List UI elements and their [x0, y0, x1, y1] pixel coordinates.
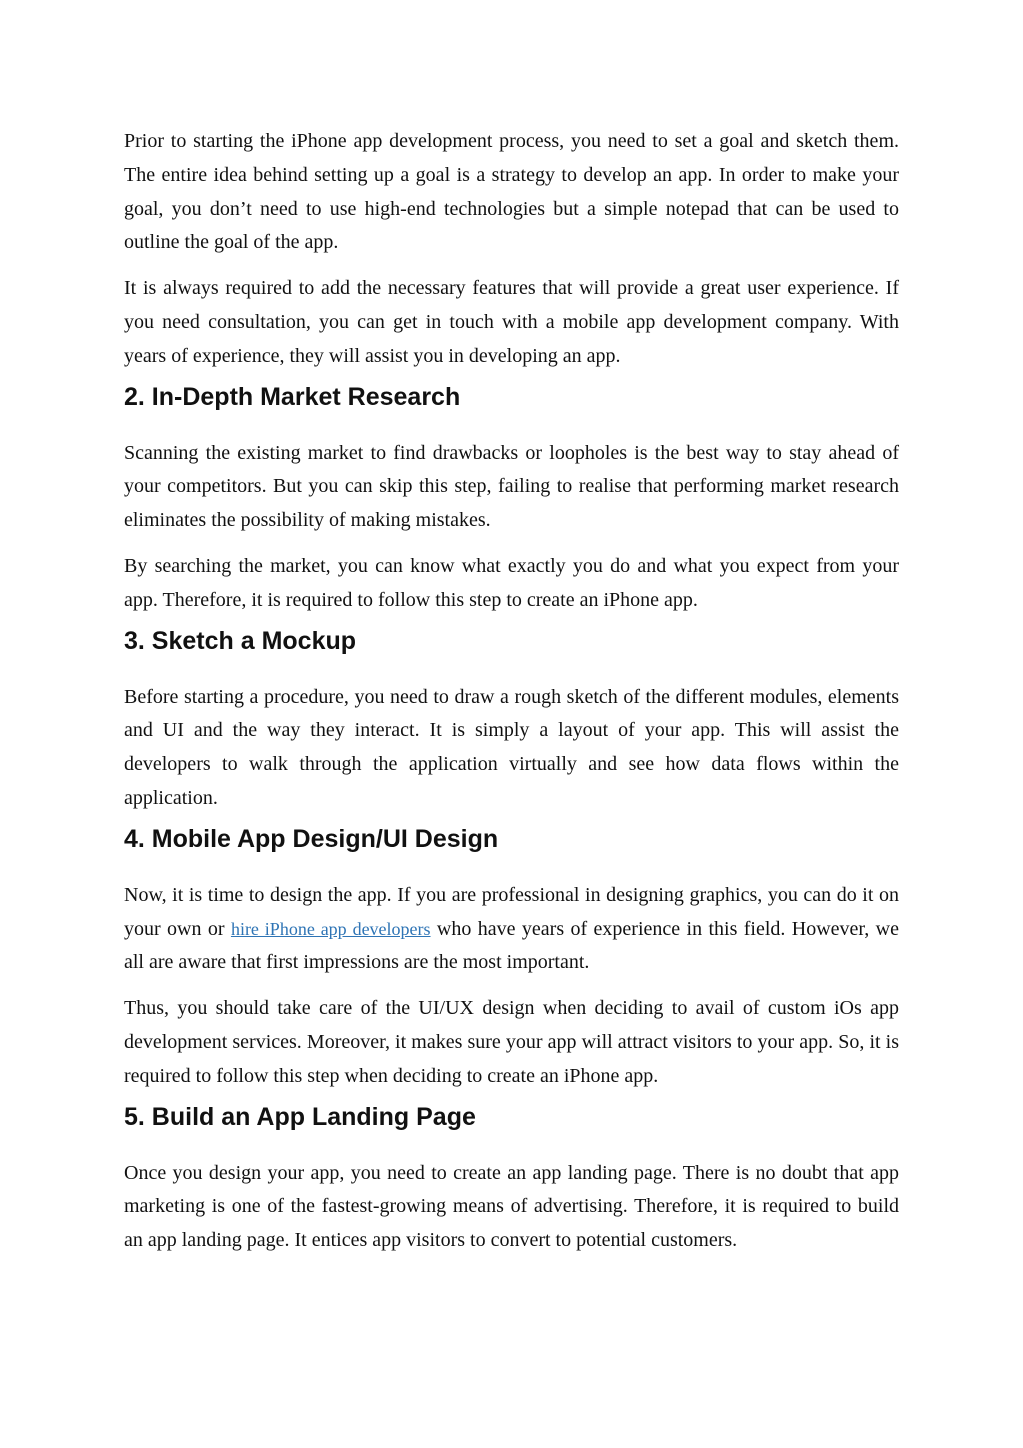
section-4-text-before-link: Now, it is time to design the app. If you are professional in designing graphics, you can do it on your own or — [124, 883, 899, 940]
section-4-paragraph-1 — [124, 879, 899, 980]
section-4-paragraph-2: Thus, you should take care of the UI/UX design when deciding to avail of custom iOs app development services. Moreover, it makes sure your app will attract visitors to your app. So, it is required to follow this step when deciding to create an iPhone app. — [124, 997, 899, 1087]
intro-paragraph-2: It is always required to add the necessary features that will provide a great user experience. If you need consultation, you can get in touch with a mobile app development company. With years of experience, they will assist you in developing an app. — [124, 277, 899, 367]
section-3-heading: 3. Sketch a Mockup — [124, 626, 357, 655]
section-3-paragraph-1: Before starting a procedure, you need to draw a rough sketch of the different modules, elements and UI and the way they interact. It is simply a layout of your app. This will assist the developers to walk through the application virtually and see how data flows within the application. — [124, 685, 899, 809]
intro-paragraph-1: Prior to starting the iPhone app development process, you need to set a goal and sketch them. The entire idea behind setting up a goal is a strategy to develop an app. In order to make your goal, you don’t need to use high-end technologies but a simple notepad that can be used to outline the goal of the app. — [124, 130, 899, 254]
section-4-heading: 4. Mobile App Design/UI Design — [124, 824, 499, 853]
section-5-paragraph-1: Once you design your app, you need to create an app landing page. There is no doubt that app marketing is one of the fastest-growing means of advertising. Therefore, it is required to build an app landing page. It entices app visitors to convert to potential customers. — [124, 1161, 899, 1252]
section-4-text-after-link: who have years of experience in this field. However, we all are aware that first impressions are the most important. — [124, 917, 899, 974]
section-2-paragraph-1: Scanning the existing market to find drawbacks or loopholes is the best way to stay ahead of your competitors. But you can skip this step, failing to realise that performing market research eliminates the possibility of making mistakes. — [124, 441, 899, 532]
section-5-heading: 5. Build an App Landing Page — [124, 1102, 476, 1131]
hire-iphone-developers-link[interactable]: hire iPhone app developers — [230, 918, 431, 939]
section-2-paragraph-2: By searching the market, you can know what exactly you do and what you expect from your app. Therefore, it is required to follow this step to create an iPhone app. — [124, 554, 899, 611]
section-2-heading: 2. In-Depth Market Research — [124, 382, 461, 411]
